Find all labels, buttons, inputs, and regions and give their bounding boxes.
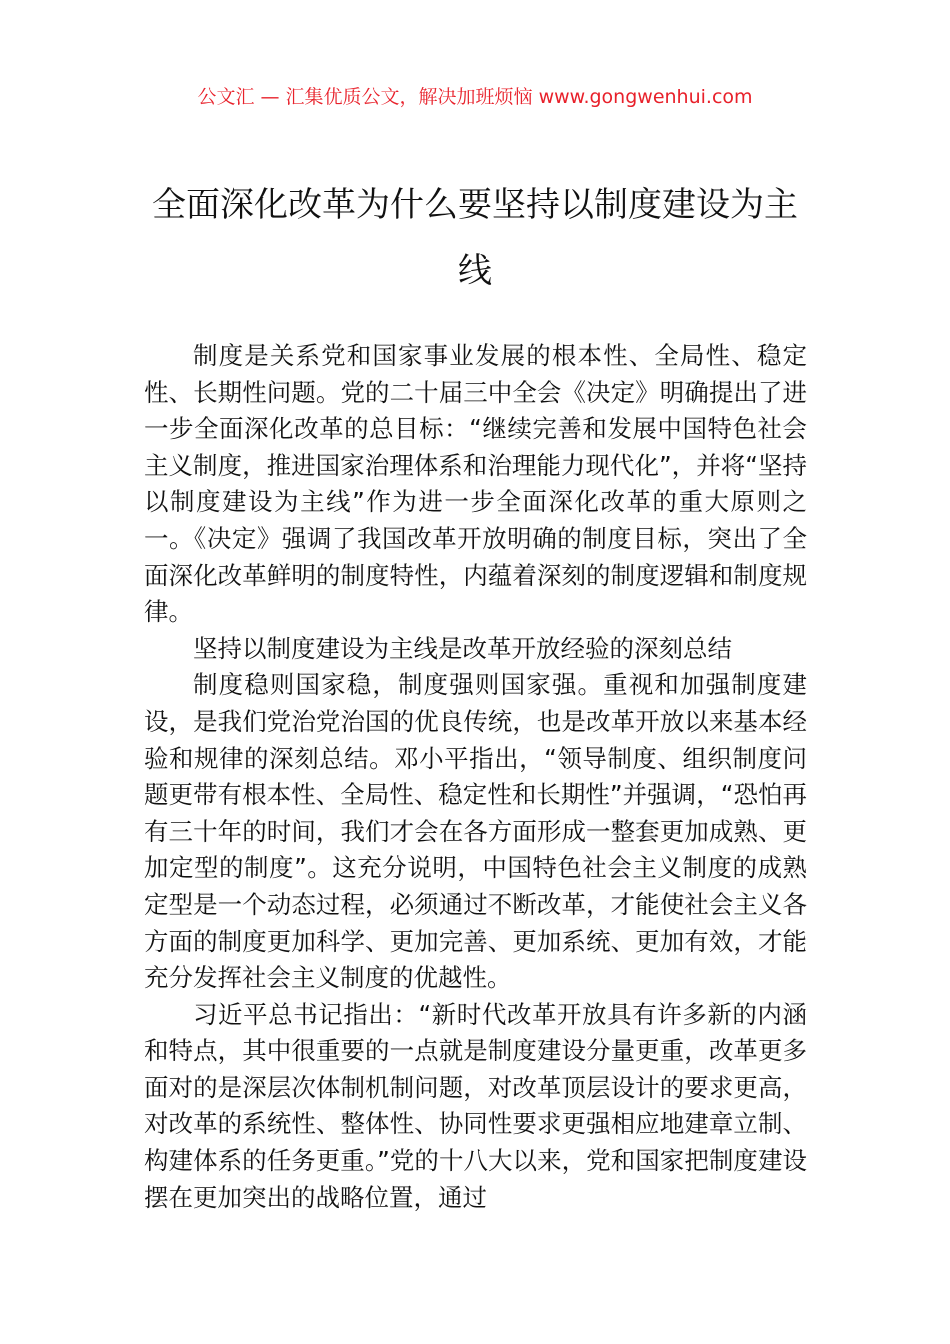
body-paragraph: 制度稳则国家稳，制度强则国家强。重视和加强制度建设，是我们党治党治国的优良传统，也是改革开放以来基本经验和规律的深刻总结。邓小平指出，“领导制度、组织制度问题更带有根本性、全局性、稳定性和长期性”并强调，“恐怕再有三十年的时间，我们才会在各方面形成一整套更加成熟、更加定型的制度”。这充分说明，中国特色社会主义制度的成熟定型是一个动态过程，必须通过不断改革，才能使社会主义各方面的制度更加科学、更加完善、更加系统、更加有效，才能充分发挥社会主义制度的优越性。 xyxy=(144,670,807,993)
section-heading: 坚持以制度建设为主线是改革开放经验的深刻总结 xyxy=(193,633,732,663)
site-banner[interactable]: 公文汇 — 汇集优质公文，解决加班烦恼 www.gongwenhui.com xyxy=(197,86,753,108)
body-paragraph: 制度是关系党和国家事业发展的根本性、全局性、稳定性、长期性问题。党的二十届三中全会《决定》明确提出了进一步全面深化改革的总目标：“继续完善和发展中国特色社会主义制度，推进国家治理体系和治理能力现代化”，并将“坚持以制度建设为主线”作为进一步全面深化改革的重大原则之一。《决定》强调了我国改革开放明确的制度目标，突出了全面深化改革鲜明的制度特性，内蕴着深刻的制度逻辑和制度规律。 xyxy=(144,341,807,627)
document-body xyxy=(144,338,807,1216)
body-paragraph: 习近平总书记指出：“新时代改革开放具有许多新的内涵和特点，其中很重要的一点就是制度建设分量更重，改革更多面对的是深层次体制机制问题，对改革顶层设计的要求更高，对改革的系统性、整体性、协同性要求更强相应地建章立制、构建体系的任务更重。”党的十八大以来，党和国家把制度建设摆在更加突出的战略位置，通过 xyxy=(144,999,807,1212)
document-title: 全面深化改革为什么要坚持以制度建设为主线 xyxy=(152,185,798,291)
